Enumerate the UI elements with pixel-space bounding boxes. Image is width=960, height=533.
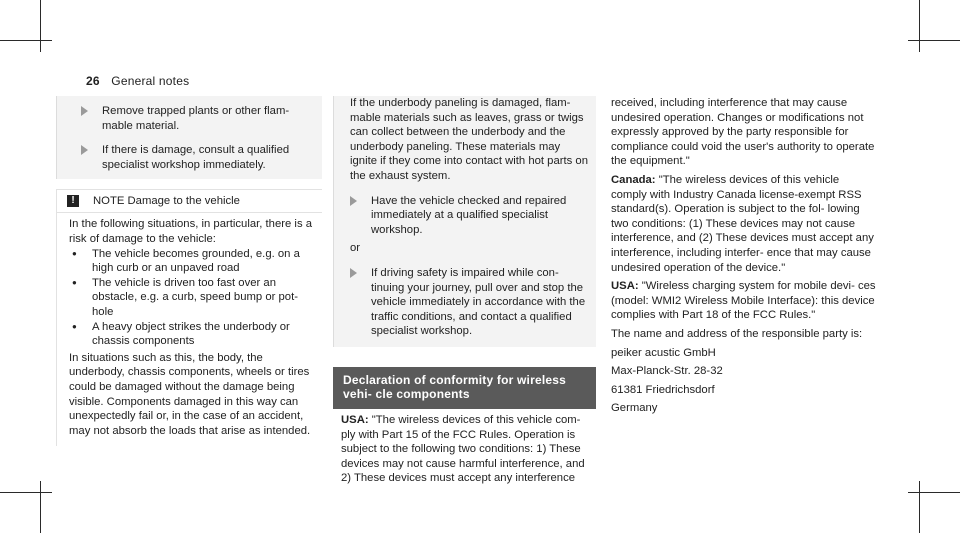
crop-mark [919, 481, 920, 533]
bullet-icon: ● [72, 277, 77, 287]
instruction-step [350, 266, 588, 339]
paragraph: The name and address of the responsible party is: [611, 327, 863, 340]
instruction-step [57, 104, 322, 133]
page-number: 26 [86, 74, 100, 88]
section-heading: Declaration of conformity for wireless vehi- cle components [333, 367, 596, 409]
instruction-step [350, 194, 588, 238]
warning-text-box [333, 96, 596, 347]
note-title: NOTE Damage to the vehicle [93, 195, 240, 208]
step-text: Remove trapped plants or other flam- mable material. [102, 105, 290, 132]
column-3 [611, 96, 876, 416]
crop-mark [40, 0, 41, 52]
usa-paragraph [333, 413, 596, 486]
bullet-text: A heavy object strikes the underbody or chassis components [92, 320, 290, 348]
address-line: Germany [611, 402, 658, 415]
address-line: peiker acustic GmbH [611, 346, 716, 359]
section-title: General notes [111, 74, 190, 88]
crop-mark [919, 0, 920, 52]
bullet-icon: ● [72, 248, 77, 258]
crop-mark [0, 40, 52, 41]
arrow-icon [350, 196, 357, 206]
note-intro: In the following situations, in particular, there is a risk of damage to the vehicle: [69, 218, 313, 245]
column-1 [56, 96, 322, 446]
warning-icon: ! [67, 195, 79, 207]
canada-text: "The wireless devices of this vehicle comply with Industry Canada license-exempt RSS standard(s). Operation is subject to the fol- lowing two conditions: (1) These devices may not cause interference, and (2) These devices must accept any interference, including interfer- ence that may cause undesired operation of the device." [611, 173, 874, 274]
canada-label: Canada: [611, 173, 656, 186]
note-title-bar [57, 190, 322, 213]
canada-paragraph [611, 173, 876, 275]
bullet-item [69, 320, 312, 349]
instruction-box [56, 96, 322, 179]
instruction-step [57, 143, 322, 172]
note-box [56, 189, 322, 446]
address-line: 61381 Friedrichsdorf [611, 383, 715, 396]
step-text: Have the vehicle checked and repaired immediately at a qualified specialist workshop. [371, 194, 567, 236]
bullet-text: The vehicle becomes grounded, e.g. on a high curb or an unpaved road [92, 247, 300, 275]
arrow-icon [350, 268, 357, 278]
or-text: or [350, 242, 361, 255]
usa-paragraph [611, 279, 876, 323]
arrow-icon [81, 145, 88, 155]
crop-mark [908, 492, 960, 493]
note-body [57, 213, 322, 446]
page-header [86, 74, 189, 88]
step-text: If driving safety is impaired while con- tinuing your journey, pull over and stop the vehicle immediately in accordance with the traffic conditions, and contact a qualified specialist workshop. [371, 266, 586, 338]
bullet-item [69, 276, 312, 320]
arrow-icon [81, 106, 88, 116]
crop-mark [0, 492, 52, 493]
usa-label: USA: [611, 280, 639, 293]
usa-label: USA: [341, 413, 369, 426]
address-line: Max-Planck-Str. 28-32 [611, 365, 723, 378]
usa-text: "The wireless devices of this vehicle com- ply with Part 15 of the FCC Rules. Operation is subject to the following two conditions: 1) These devices may not cause harmful interference, and 2) These devices must accept any interference [341, 413, 585, 485]
step-text: If there is damage, consult a qualified specialist workshop immediately. [102, 144, 290, 171]
usa-text: "Wireless charging system for mobile devi- ces (model: WMI2 Wireless Mobile Interface): this device complies with Part 18 of the FCC Rules." [611, 280, 876, 322]
crop-mark [908, 40, 960, 41]
bullet-icon: ● [72, 321, 77, 331]
note-paragraph: In situations such as this, the body, the underbody, chassis components, wheels or tires could be damaged without the damage being visible. Components damaged in this way can unexpectedly fail or, in the case of an accident, may not absorb the loads that arise as intended. [69, 351, 311, 437]
paragraph: received, including interference that may cause undesired operation. Changes or modifications not expressly approved by the party responsible for compliance could void the user's authority to operate the equipment." [611, 97, 875, 168]
column-2 [333, 96, 596, 486]
crop-mark [40, 481, 41, 533]
bullet-text: The vehicle is driven too fast over an obstacle, e.g. a curb, speed bump or pot- hole [92, 276, 298, 318]
box-intro: If the underbody paneling is damaged, flam- mable materials such as leaves, grass or twigs can collect between the underbody and the underbody paneling. These materials may ignite if they come into contact with hot parts on the exhaust system. [350, 97, 588, 182]
bullet-item [69, 247, 312, 276]
